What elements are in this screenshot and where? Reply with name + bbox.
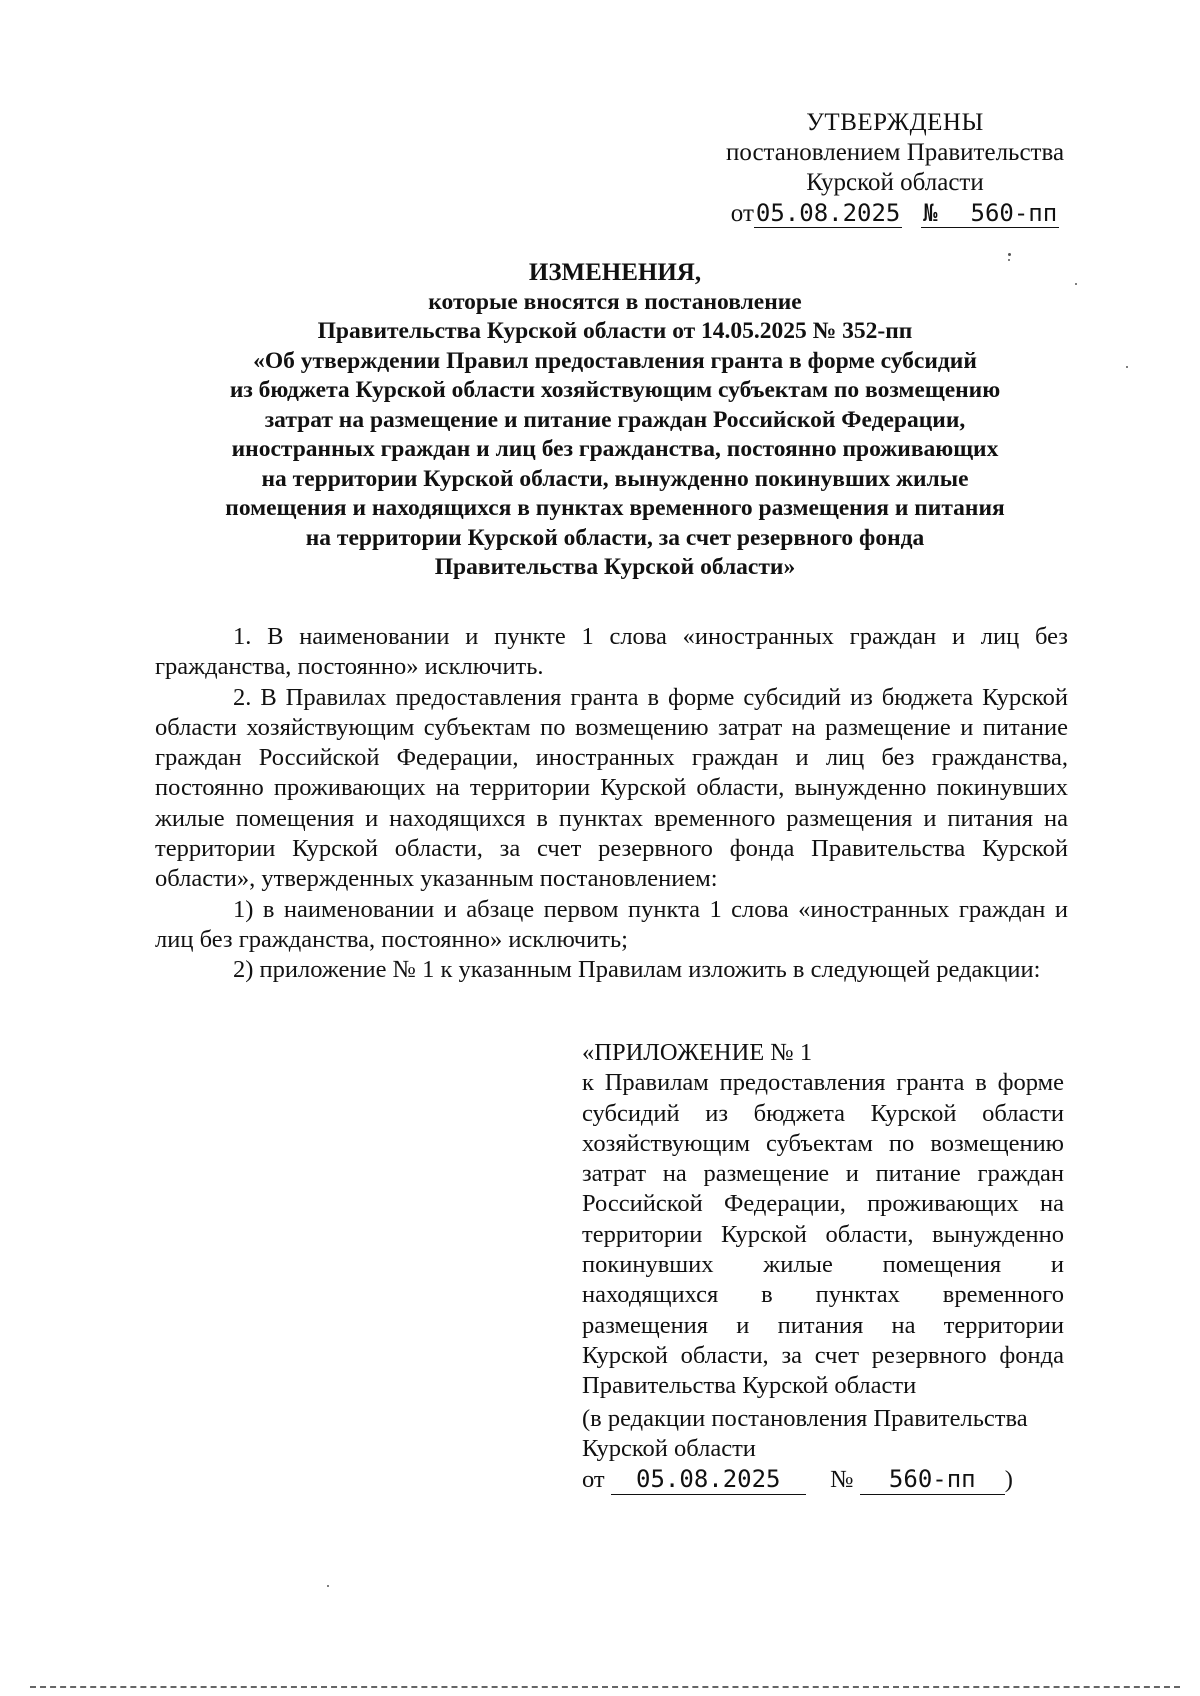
title-heading: ИЗМЕНЕНИЯ, xyxy=(528,259,702,286)
annex-text: к Правилам предоставления гранта в форме субсидий из бюджета Курской области хозяйствующим субъектам по возмещению затрат на размещение и питание граждан Российской Федерации, проживающих на территории Курской области, вынужденно покинувших жилые помещения и находящихся в пунктах временного размещения и питания на территории Курской области, за счет резервного фонда Правительства Курской области xyxy=(582,1069,1064,1400)
approval-date-line xyxy=(715,198,1075,229)
annex-close-paren: ) xyxy=(1004,1466,1013,1494)
approval-date: 05.08.2025 xyxy=(755,199,901,227)
approval-title: УТВЕРЖДЕНЫ xyxy=(806,109,984,136)
scan-speck xyxy=(1075,283,1077,285)
annex-redaction: (в редакции постановления Правительства Курской области xyxy=(582,1404,1028,1462)
title-line: помещения и находящихся в пунктах временного размещения и питания xyxy=(225,495,1005,521)
paragraph-2: 2. В Правилах предоставления гранта в форме субсидий из бюджета Курской области хозяйствующим субъектам по возмещению затрат на размещение и питание граждан Российской Федерации, иностранных граждан и лиц без гражданства, постоянно проживающих на территории Курской области, вынужденно покинувших жилые помещения и находящихся в пунктах временного размещения и питания на территории Курской области, за счет резервного фонда Правительства Курской области», утвержденных указанным постановлением: xyxy=(155,683,1068,893)
scan-speck xyxy=(1126,366,1128,368)
approval-number-value: 560-пп xyxy=(970,199,1058,227)
title-line: Правительства Курской области от 14.05.2025 № 352-пп xyxy=(317,318,913,344)
paragraph-1: 1. В наименовании и пункте 1 слова «иностранных граждан и лиц без гражданства, постоянно» исключить. xyxy=(155,623,1068,681)
annex-date: 05.08.2025 xyxy=(611,1464,806,1495)
scan-speck xyxy=(327,1585,329,1587)
title-line: которые вносятся в постановление xyxy=(428,288,802,315)
approval-line-2: Курской области xyxy=(806,169,984,196)
title-line: на территории Курской области, за счет резервного фонда xyxy=(305,524,925,551)
scan-edge-line xyxy=(30,1686,1180,1688)
document-title xyxy=(150,258,1080,583)
approval-line-1: постановлением Правительства xyxy=(725,139,1065,166)
annex-number: 560-пп xyxy=(860,1464,1005,1495)
annex-date-line xyxy=(582,1464,1064,1495)
scan-speck xyxy=(1008,253,1011,256)
approval-from-prefix: от xyxy=(730,200,754,227)
title-line: затрат на размещение и питание граждан Российской Федерации, xyxy=(264,406,966,433)
paragraph-4: 2) приложение № 1 к указанным Правилам изложить в следующей редакции: xyxy=(233,956,1041,984)
title-line: «Об утверждении Правил предоставления гранта в форме субсидий xyxy=(253,347,977,374)
annex-heading: «ПРИЛОЖЕНИЕ № 1 xyxy=(582,1039,813,1066)
document-body xyxy=(155,622,1068,986)
title-line: на территории Курской области, вынужденно покинувших жилые xyxy=(261,465,969,492)
annex-number-sign: № xyxy=(830,1466,854,1494)
title-line: иностранных граждан и лиц без гражданства, постоянно проживающих xyxy=(231,436,999,462)
title-line: Правительства Курской области» xyxy=(434,554,796,580)
approval-number-sign: № xyxy=(923,199,938,227)
approval-number xyxy=(940,199,1060,228)
scan-speck xyxy=(1008,259,1010,261)
title-line: из бюджета Курской области хозяйствующим субъектам по возмещению xyxy=(229,377,1001,403)
approval-stamp xyxy=(715,108,1075,229)
annex-from-prefix: от xyxy=(582,1466,605,1494)
paragraph-3: 1) в наименовании и абзаце первом пункта 1 слова «иностранных граждан и лиц без гражданства, постоянно» исключить; xyxy=(155,895,1068,953)
annex-block xyxy=(582,1038,1064,1495)
